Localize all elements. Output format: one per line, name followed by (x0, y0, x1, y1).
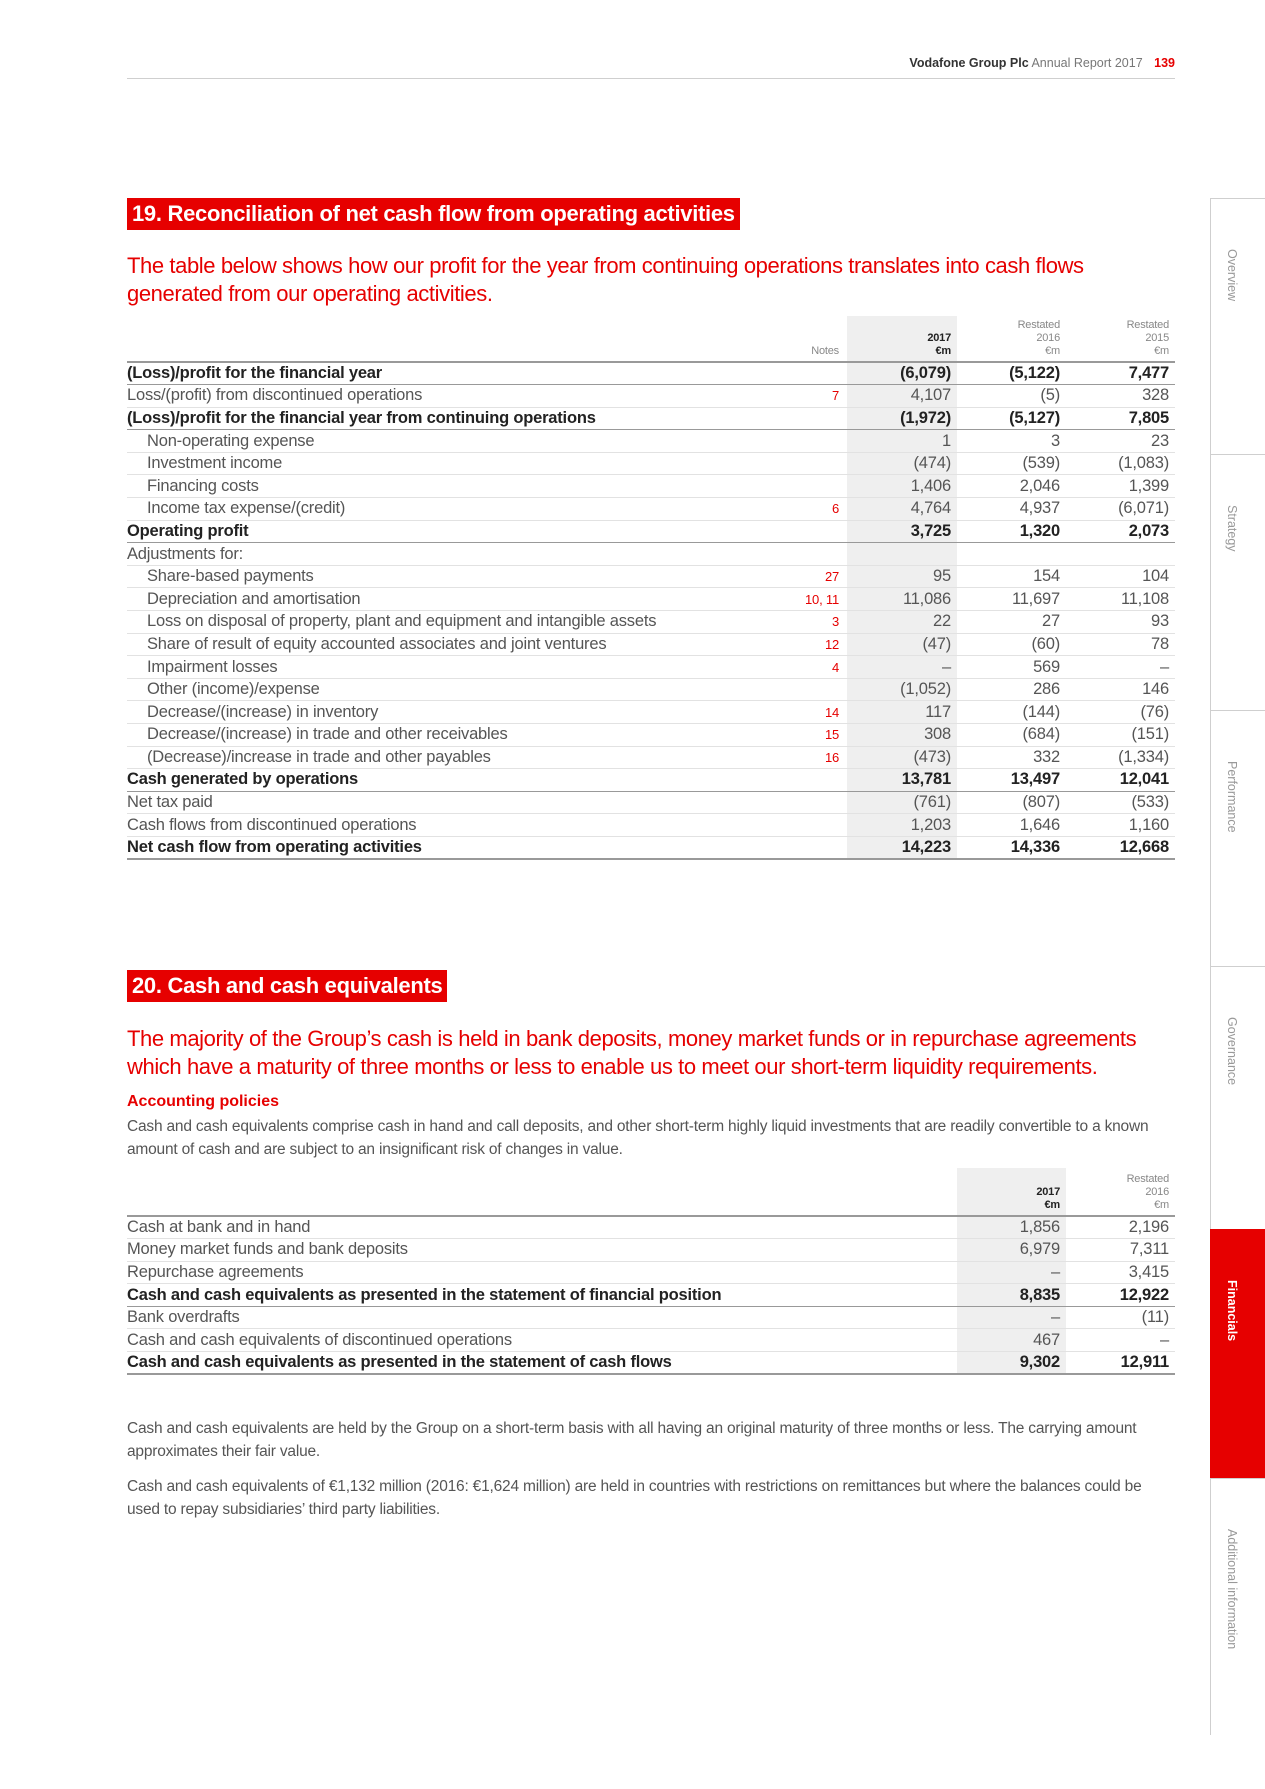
value-2016: 4,937 (957, 498, 1066, 521)
table-row (127, 656, 1175, 679)
value-2015: 104 (1066, 565, 1175, 588)
col-2015-header: Restated 2015 €m (1066, 316, 1175, 362)
table-row (127, 498, 1175, 521)
value-2017: 1,203 (847, 814, 957, 837)
value-2017: – (957, 1306, 1066, 1329)
value-2016: (60) (957, 633, 1066, 656)
value-2015: 7,477 (1066, 362, 1175, 385)
table-row (127, 543, 1175, 566)
row-label: Cash flows from discontinued operations (127, 814, 727, 837)
value-2016: (539) (957, 452, 1066, 475)
value-2017: 117 (847, 701, 957, 724)
sidenav-tab-label: Additional information (1225, 1529, 1239, 1650)
accounting-policies-heading: Accounting policies (127, 1093, 280, 1110)
table-row (127, 1306, 1175, 1329)
cash-equivalents-table (127, 1168, 1175, 1375)
value-2016: (684) (957, 724, 1066, 747)
page-header (127, 56, 1175, 79)
row-label: Depreciation and amortisation (127, 588, 727, 611)
value-2016: 1,320 (957, 520, 1066, 543)
value-2017: (473) (847, 746, 957, 769)
value-2015: 2,073 (1066, 520, 1175, 543)
value-2016: (144) (957, 701, 1066, 724)
value-2016: 7,311 (1066, 1239, 1175, 1262)
value-2016: 12,922 (1066, 1284, 1175, 1307)
footnote-2: Cash and cash equivalents of €1,132 million (2016: €1,624 million) are held in countries with restrictions on remittances but where the balances could be used to repay subsidiaries’ third party liabilities. (127, 1478, 1142, 1518)
value-2017: 1 (847, 430, 957, 453)
value-2016: (5,122) (957, 362, 1066, 385)
table-row (127, 407, 1175, 430)
row-note: 14 (727, 701, 847, 724)
value-2015: (1,334) (1066, 746, 1175, 769)
table-row (127, 1329, 1175, 1352)
value-2017: 6,979 (957, 1239, 1066, 1262)
row-label: Net cash flow from operating activities (127, 836, 727, 859)
row-label: Repurchase agreements (127, 1261, 957, 1284)
value-2016: (5,127) (957, 407, 1066, 430)
sidenav-tab-additional-information[interactable] (1210, 1478, 1265, 1735)
sidenav-tab-label: Performance (1225, 761, 1239, 833)
row-note: 6 (727, 498, 847, 521)
row-label: Bank overdrafts (127, 1306, 957, 1329)
value-2016: 3 (957, 430, 1066, 453)
value-2015: 93 (1066, 611, 1175, 634)
value-2015: 23 (1066, 430, 1175, 453)
value-2015: (6,071) (1066, 498, 1175, 521)
row-note: 16 (727, 746, 847, 769)
table-row (127, 791, 1175, 814)
col-2016-header: Restated 2016 €m (957, 316, 1066, 362)
row-note (727, 430, 847, 453)
table-row (127, 452, 1175, 475)
row-label: Decrease/(increase) in inventory (127, 701, 727, 724)
sidenav-tab-label: Strategy (1225, 505, 1239, 552)
value-2017: 95 (847, 565, 957, 588)
value-2017: (1,972) (847, 407, 957, 430)
section-20-title: 20. Cash and cash equivalents (127, 970, 447, 1002)
value-2015: 1,160 (1066, 814, 1175, 837)
table-row (127, 678, 1175, 701)
row-note: 27 (727, 565, 847, 588)
value-2017 (847, 543, 957, 566)
table-row (127, 814, 1175, 837)
row-label: Adjustments for: (127, 543, 727, 566)
value-2016: 13,497 (957, 769, 1066, 792)
value-2015: 146 (1066, 678, 1175, 701)
table-row (127, 836, 1175, 859)
table-row (127, 724, 1175, 747)
table-row (127, 588, 1175, 611)
sidenav-tab-label: Governance (1225, 1017, 1239, 1086)
value-2015: 328 (1066, 385, 1175, 408)
sidenav-tab-governance[interactable] (1210, 966, 1265, 1230)
value-2016: – (1066, 1329, 1175, 1352)
value-2017: 11,086 (847, 588, 957, 611)
value-2016: 3,415 (1066, 1261, 1175, 1284)
value-2016: 14,336 (957, 836, 1066, 859)
row-note (727, 407, 847, 430)
value-2017: (6,079) (847, 362, 957, 385)
value-2016 (957, 543, 1066, 566)
table-row (127, 475, 1175, 498)
row-label: Financing costs (127, 475, 727, 498)
col-2017-header: 2017 €m (957, 1168, 1066, 1216)
sidenav-tab-strategy[interactable] (1210, 454, 1265, 711)
value-2017: (1,052) (847, 678, 957, 701)
value-2016: 27 (957, 611, 1066, 634)
row-label: Cash generated by operations (127, 769, 727, 792)
table-header-row (127, 1168, 1175, 1216)
sidenav-tab-performance[interactable] (1210, 710, 1265, 967)
cashflow-reconciliation-table (127, 316, 1175, 860)
value-2016: (11) (1066, 1306, 1175, 1329)
row-note: 3 (727, 611, 847, 634)
table-row (127, 520, 1175, 543)
table-header-row (127, 316, 1175, 362)
row-note: 10, 11 (727, 588, 847, 611)
value-2016: 286 (957, 678, 1066, 701)
label-header (127, 1168, 957, 1216)
value-2015: (76) (1066, 701, 1175, 724)
table-row (127, 633, 1175, 656)
value-2016: 2,196 (1066, 1216, 1175, 1239)
value-2017: 22 (847, 611, 957, 634)
value-2017: 1,856 (957, 1216, 1066, 1239)
value-2017: (761) (847, 791, 957, 814)
row-label: Share-based payments (127, 565, 727, 588)
row-note (727, 791, 847, 814)
value-2017: 4,107 (847, 385, 957, 408)
table-row (127, 769, 1175, 792)
row-label: Cash and cash equivalents as presented in the statement of cash flows (127, 1352, 957, 1375)
table-row (127, 1239, 1175, 1262)
notes-header: Notes (727, 316, 847, 362)
value-2015: (1,083) (1066, 452, 1175, 475)
report-name: Annual Report 2017 (1031, 56, 1143, 70)
col-2016-header: Restated 2016 €m (1066, 1168, 1175, 1216)
row-note (727, 836, 847, 859)
row-label: Income tax expense/(credit) (127, 498, 727, 521)
table-row (127, 746, 1175, 769)
row-label: Share of result of equity accounted associates and joint ventures (127, 633, 727, 656)
accounting-policies-text: Cash and cash equivalents comprise cash in hand and call deposits, and other short-term highly liquid investments that are readily convertible to a known amount of cash and are subject to an insignificant risk of changes in value. (127, 1118, 1149, 1158)
value-2015: 78 (1066, 633, 1175, 656)
table-row (127, 1261, 1175, 1284)
table-row (127, 611, 1175, 634)
row-label: Money market funds and bank deposits (127, 1239, 957, 1262)
value-2015: 12,668 (1066, 836, 1175, 859)
row-note (727, 362, 847, 385)
value-2015: (533) (1066, 791, 1175, 814)
row-label: Net tax paid (127, 791, 727, 814)
value-2015 (1066, 543, 1175, 566)
col-2017-header: 2017 €m (847, 316, 957, 362)
row-note: 4 (727, 656, 847, 679)
row-label: (Loss)/profit for the financial year from continuing operations (127, 407, 727, 430)
table-row (127, 701, 1175, 724)
table-row (127, 430, 1175, 453)
row-label: Decrease/(increase) in trade and other receivables (127, 724, 727, 747)
value-2016: 2,046 (957, 475, 1066, 498)
table-row (127, 1352, 1175, 1375)
value-2016: (807) (957, 791, 1066, 814)
value-2016: 332 (957, 746, 1066, 769)
table-row (127, 1284, 1175, 1307)
value-2016: 569 (957, 656, 1066, 679)
value-2017: – (847, 656, 957, 679)
sidenav-tab-overview[interactable] (1210, 198, 1265, 455)
row-label: Loss on disposal of property, plant and equipment and intangible assets (127, 611, 727, 634)
value-2015: 11,108 (1066, 588, 1175, 611)
row-note (727, 814, 847, 837)
row-label: Non-operating expense (127, 430, 727, 453)
value-2017: 14,223 (847, 836, 957, 859)
section-19-title: 19. Reconciliation of net cash flow from operating activities (127, 198, 740, 230)
value-2017: – (957, 1261, 1066, 1284)
value-2016: 11,697 (957, 588, 1066, 611)
row-label: Impairment losses (127, 656, 727, 679)
value-2015: 1,399 (1066, 475, 1175, 498)
value-2017: 8,835 (957, 1284, 1066, 1307)
company-name: Vodafone Group Plc (909, 56, 1029, 70)
row-note (727, 520, 847, 543)
value-2017: (474) (847, 452, 957, 475)
row-label: Cash at bank and in hand (127, 1216, 957, 1239)
row-label: (Decrease)/increase in trade and other payables (127, 746, 727, 769)
page-number: 139 (1154, 56, 1175, 70)
table-row (127, 362, 1175, 385)
value-2017: 3,725 (847, 520, 957, 543)
table-row (127, 565, 1175, 588)
table-row (127, 1216, 1175, 1239)
row-note: 12 (727, 633, 847, 656)
value-2016: 154 (957, 565, 1066, 588)
value-2015: – (1066, 656, 1175, 679)
row-label: Cash and cash equivalents as presented in the statement of financial position (127, 1284, 957, 1307)
value-2017: (47) (847, 633, 957, 656)
row-label: Loss/(profit) from discontinued operations (127, 385, 727, 408)
value-2017: 467 (957, 1329, 1066, 1352)
value-2017: 13,781 (847, 769, 957, 792)
sidenav-tab-label: Overview (1225, 249, 1239, 302)
row-label: (Loss)/profit for the financial year (127, 362, 727, 385)
sidenav-tab-financials[interactable] (1210, 1229, 1265, 1479)
sidenav-tab-label: Financials (1225, 1280, 1239, 1342)
value-2016: (5) (957, 385, 1066, 408)
row-label: Other (income)/expense (127, 678, 727, 701)
table-row (127, 385, 1175, 408)
row-note (727, 543, 847, 566)
row-note: 7 (727, 385, 847, 408)
footnote-1: Cash and cash equivalents are held by the Group on a short-term basis with all having an original maturity of three months or less. The carrying amount approximates their fair value. (127, 1420, 1137, 1460)
row-label: Cash and cash equivalents of discontinued operations (127, 1329, 957, 1352)
row-label: Investment income (127, 452, 727, 475)
value-2017: 1,406 (847, 475, 957, 498)
value-2017: 9,302 (957, 1352, 1066, 1375)
label-header (127, 316, 727, 362)
value-2016: 12,911 (1066, 1352, 1175, 1375)
row-note: 15 (727, 724, 847, 747)
row-note (727, 475, 847, 498)
value-2015: 7,805 (1066, 407, 1175, 430)
row-note (727, 452, 847, 475)
row-label: Operating profit (127, 520, 727, 543)
value-2017: 4,764 (847, 498, 957, 521)
row-note (727, 769, 847, 792)
value-2017: 308 (847, 724, 957, 747)
value-2016: 1,646 (957, 814, 1066, 837)
value-2015: 12,041 (1066, 769, 1175, 792)
row-note (727, 678, 847, 701)
section-20-intro: The majority of the Group’s cash is held in bank deposits, money market funds or in repurchase agreements which have a maturity of three months or less to enable us to meet our short-term liquidity requirements. (127, 1026, 1137, 1079)
section-19-intro: The table below shows how our profit for the year from continuing operations translates into cash flows generated from our operating activities. (127, 253, 1084, 306)
value-2015: (151) (1066, 724, 1175, 747)
